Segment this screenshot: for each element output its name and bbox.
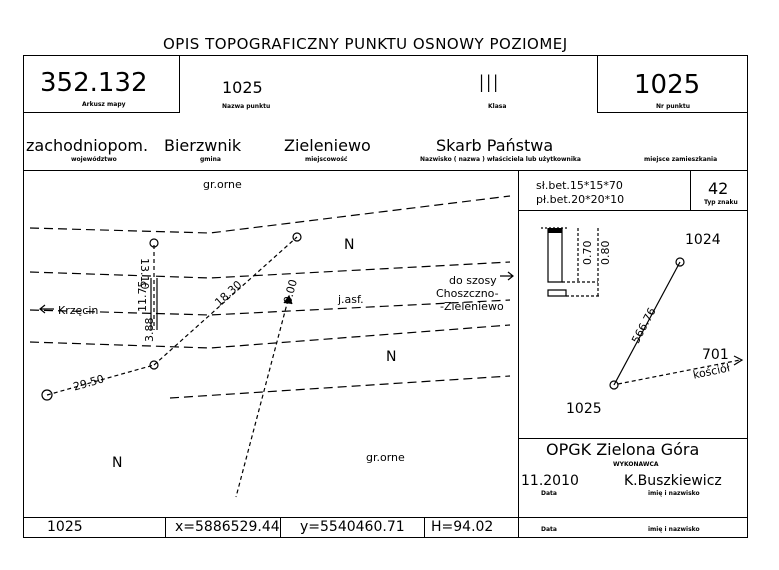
marker-type-value: 42 <box>708 179 729 198</box>
dim-29-50: 29.50 <box>71 372 106 394</box>
owner-label: Nazwisko ( nazwa ) właściciela lub użytkownika <box>420 156 581 163</box>
footer-name-label: imię i nazwisko <box>648 526 700 533</box>
marker-pillar <box>548 228 562 282</box>
arrow-krzecin <box>40 305 54 313</box>
point-no-value: 1025 <box>634 70 701 100</box>
marker-line1: sł.bet.15*15*70 <box>536 179 623 192</box>
label-road: j.asf. <box>338 293 364 306</box>
footer-y: y=5540460.71 <box>300 519 405 535</box>
voivodeship-label: województwo <box>71 156 117 163</box>
executor-label: WYKONAWCA <box>613 461 659 468</box>
label-n2: N <box>386 349 397 365</box>
marker-line2: pł.bet.20*20*10 <box>536 193 625 206</box>
label-szosa-3: -Zieleniewo <box>440 300 504 313</box>
footer-h: H=94.02 <box>431 519 494 535</box>
boundary-line-3 <box>170 376 510 398</box>
label-n3: N <box>112 455 123 471</box>
dim-13-10: 13.10 <box>138 258 151 290</box>
owner-value: Skarb Państwa <box>436 136 554 155</box>
boundary-line-1 <box>30 196 510 233</box>
orient-1025: 1025 <box>566 401 602 417</box>
point-name-value: 1025 <box>222 78 263 97</box>
executor-date: 11.2010 <box>521 473 579 489</box>
footer-point: 1025 <box>47 519 83 535</box>
boundary-line-2 <box>30 262 510 278</box>
sheet-number: 352.132 <box>40 68 148 98</box>
gmina-label: gmina <box>200 156 221 163</box>
voivodeship-value: zachodniopom. <box>26 136 149 155</box>
executor-person: K.Buszkiewicz <box>624 473 722 489</box>
footer-date-label: Data <box>541 526 557 533</box>
footer-div-2 <box>280 517 281 538</box>
orient-distance: 566.76 <box>629 305 659 346</box>
place-value: Zieleniewo <box>284 136 371 155</box>
dim-18-30: 18.30 <box>212 278 245 309</box>
road-edge-2 <box>30 325 510 348</box>
label-szosa-1: do szosy <box>449 274 497 287</box>
sheet-label: Arkusz mapy <box>82 101 126 108</box>
executor-name: OPGK Zielona Góra <box>546 440 700 459</box>
line-zero <box>236 300 288 497</box>
point-no-label: Nr punktu <box>656 103 691 110</box>
marker-h2: 0.80 <box>599 240 612 265</box>
executor-person-label: imię i nazwisko <box>648 490 700 497</box>
gmina-value: Bierzwnik <box>164 136 242 155</box>
orient-1024: 1024 <box>685 232 721 248</box>
label-gr-orne-top: gr.orne <box>203 178 242 191</box>
executor-date-label: Data <box>541 490 557 497</box>
dim-11-75: 11.75 <box>136 280 149 312</box>
marker-h1: 0.70 <box>581 240 594 265</box>
place-label: miejscowość <box>305 156 348 163</box>
orient-701: 701 <box>702 347 729 363</box>
label-n1: N <box>344 237 355 253</box>
dim-0-00: 0.00 <box>281 278 300 306</box>
label-szosa-2: Choszczno- <box>436 287 499 300</box>
page-title: OPIS TOPOGRAFICZNY PUNKTU OSNOWY POZIOMEJ <box>163 35 568 53</box>
footer-x: x=5886529.44 <box>175 519 280 535</box>
label-krzecin: Krzęcin <box>58 304 99 317</box>
footer-div-1 <box>165 517 166 538</box>
class-value: III <box>478 70 500 98</box>
dim-3-88: 3.88 <box>143 317 156 342</box>
marker-plate <box>548 290 566 296</box>
class-label: Klasa <box>488 103 507 110</box>
marker-top-fill <box>548 228 562 233</box>
label-gr-orne-bottom: gr.orne <box>366 451 405 464</box>
footer-div-3 <box>424 517 425 538</box>
arrow-szosa <box>500 272 513 280</box>
marker-type-label: Typ znaku <box>704 199 738 206</box>
point-name-label: Nazwa punktu <box>222 103 271 110</box>
road-edge-1 <box>30 300 510 315</box>
orient-church: kościół <box>691 361 732 382</box>
residence-label: miejsce zamieszkania <box>644 156 718 163</box>
